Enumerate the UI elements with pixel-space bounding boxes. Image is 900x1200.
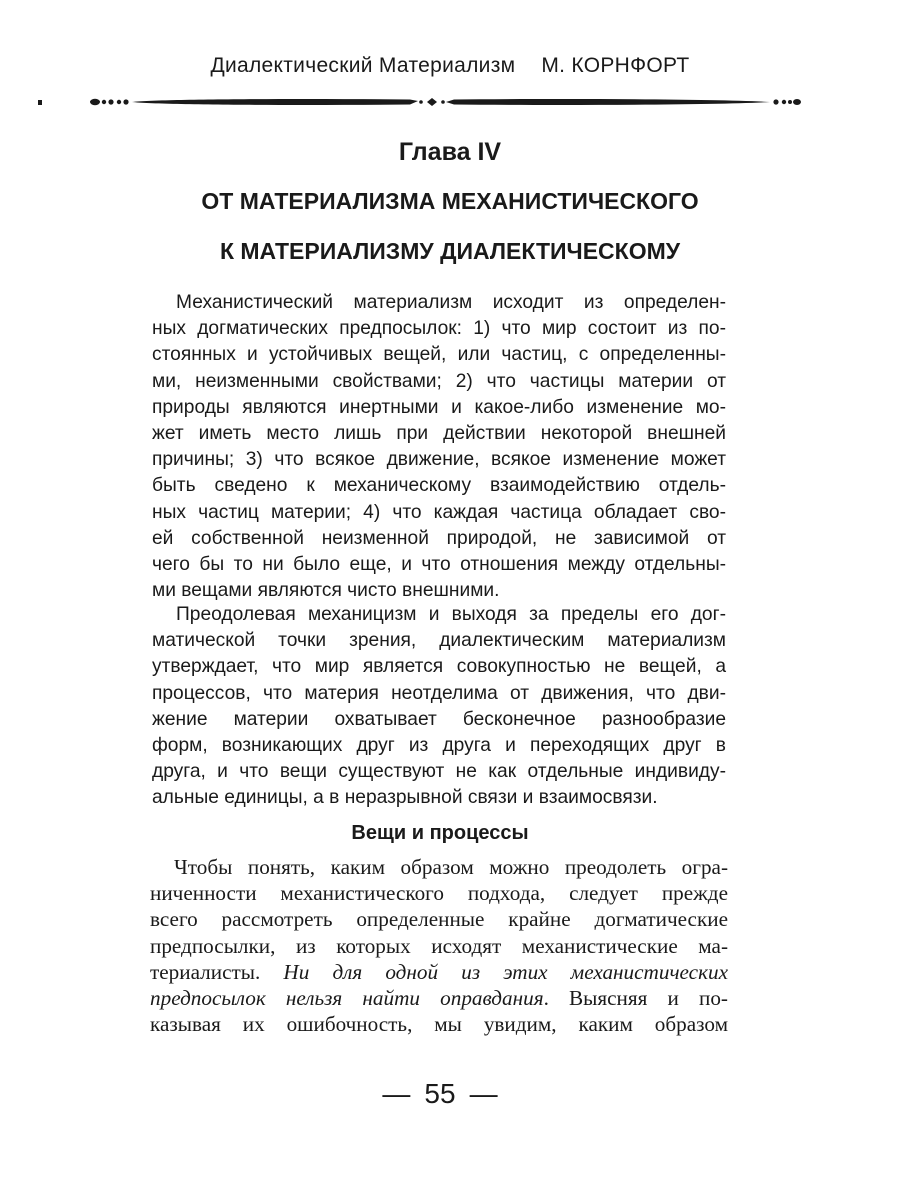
page-number bbox=[0, 1078, 880, 1110]
section-heading: Вещи и процессы bbox=[351, 822, 529, 844]
paragraph-line: жение материи охватывает бесконечное разнообразие bbox=[152, 708, 726, 730]
paragraph-line: предпосылки, из которых исходят механистические ма- bbox=[150, 933, 728, 958]
running-head-title: Диалектический Материализм bbox=[210, 54, 516, 77]
paragraph-line: жет иметь место лишь при действии некоторой внешней bbox=[152, 422, 726, 444]
paragraph-line: друга, и что вещи существуют не как отдельные индивиду- bbox=[152, 761, 726, 783]
paragraph-line: форм, возникающих друг из друга и переходящих друг в bbox=[152, 734, 726, 756]
paragraph-line: причины; 3) что всякое движение, всякое изменение может bbox=[152, 449, 726, 471]
chapter-number: Глава IV bbox=[398, 138, 502, 166]
paragraph-line bbox=[150, 985, 728, 1011]
paragraph-2 bbox=[152, 602, 726, 812]
italic-emphasis: предпосылок нельзя найти оправдания bbox=[150, 985, 544, 1010]
running-head bbox=[0, 54, 900, 78]
paragraph-line bbox=[150, 959, 728, 985]
chapter-title-line-1: ОТ МАТЕРИАЛИЗМА МЕХАНИСТИЧЕСКОГО bbox=[201, 188, 699, 214]
paragraph-line: ми, неизменными свойствами; 2) что частицы материи от bbox=[152, 370, 726, 392]
page-number-value: 55 bbox=[424, 1078, 456, 1109]
paragraph-line: ных частиц материи; 4) что каждая частица обладает сво- bbox=[152, 501, 726, 523]
decorative-rule-ornament bbox=[0, 90, 900, 114]
paragraph-line: стоянных и устойчивых вещей, или частиц, с определенны- bbox=[152, 344, 726, 366]
paragraph-line: ных догматических предпосылок: 1) что мир состоит из по- bbox=[152, 318, 726, 340]
paragraph-line: Преодолевая механицизм и выходя за пределы его дог- bbox=[176, 604, 726, 625]
paragraph-line: ей собственной неизменной природой, не зависимой от bbox=[152, 527, 726, 549]
chapter-title-line-2: К МАТЕРИАЛИЗМУ ДИАЛЕКТИЧЕСКОМУ bbox=[219, 238, 681, 264]
running-head-author: М. КОРНФОРТ bbox=[541, 54, 690, 77]
paragraph-text: . Выясняя и по- bbox=[543, 985, 728, 1010]
paragraph-line: процессов, что материя неотделима от движения, что дви- bbox=[152, 682, 726, 704]
paragraph-3 bbox=[150, 854, 728, 1037]
paragraph-line: казывая их ошибочность, мы увидим, каким образом bbox=[150, 1012, 728, 1037]
paragraph-text: териалисты. bbox=[150, 959, 284, 984]
paragraph-line: Чтобы понять, каким образом можно преодолеть огра- bbox=[174, 855, 728, 879]
paragraph-line: матической точки зрения, диалектическим материализм bbox=[152, 630, 726, 652]
page-number-dash-left: — bbox=[382, 1078, 411, 1109]
paragraph-line: утверждает, что мир является совокупностью не вещей, а bbox=[152, 656, 726, 678]
paragraph-line: ми вещами являются чисто внешними. bbox=[152, 580, 500, 602]
paragraph-line: ниченности механистического подхода, следует прежде bbox=[150, 881, 728, 906]
page-number-dash-right: — bbox=[469, 1078, 498, 1109]
paragraph-line: природы являются инертными и какое-либо изменение мо- bbox=[152, 396, 726, 418]
italic-emphasis: Ни для одной из этих механистических bbox=[283, 959, 728, 984]
paragraph-1 bbox=[152, 290, 726, 604]
paragraph-line: всего рассмотреть определенные крайне догматические bbox=[150, 907, 728, 932]
paragraph-line: чего бы то ни было еще, и что отношения между отдельны- bbox=[152, 553, 726, 575]
paragraph-line: быть сведено к механическому взаимодействию отдель- bbox=[152, 475, 726, 497]
paragraph-line: альные единицы, а в неразрывной связи и взаимосвязи. bbox=[152, 787, 658, 809]
paragraph-line: Механистический материализм исходит из определен- bbox=[176, 292, 726, 313]
